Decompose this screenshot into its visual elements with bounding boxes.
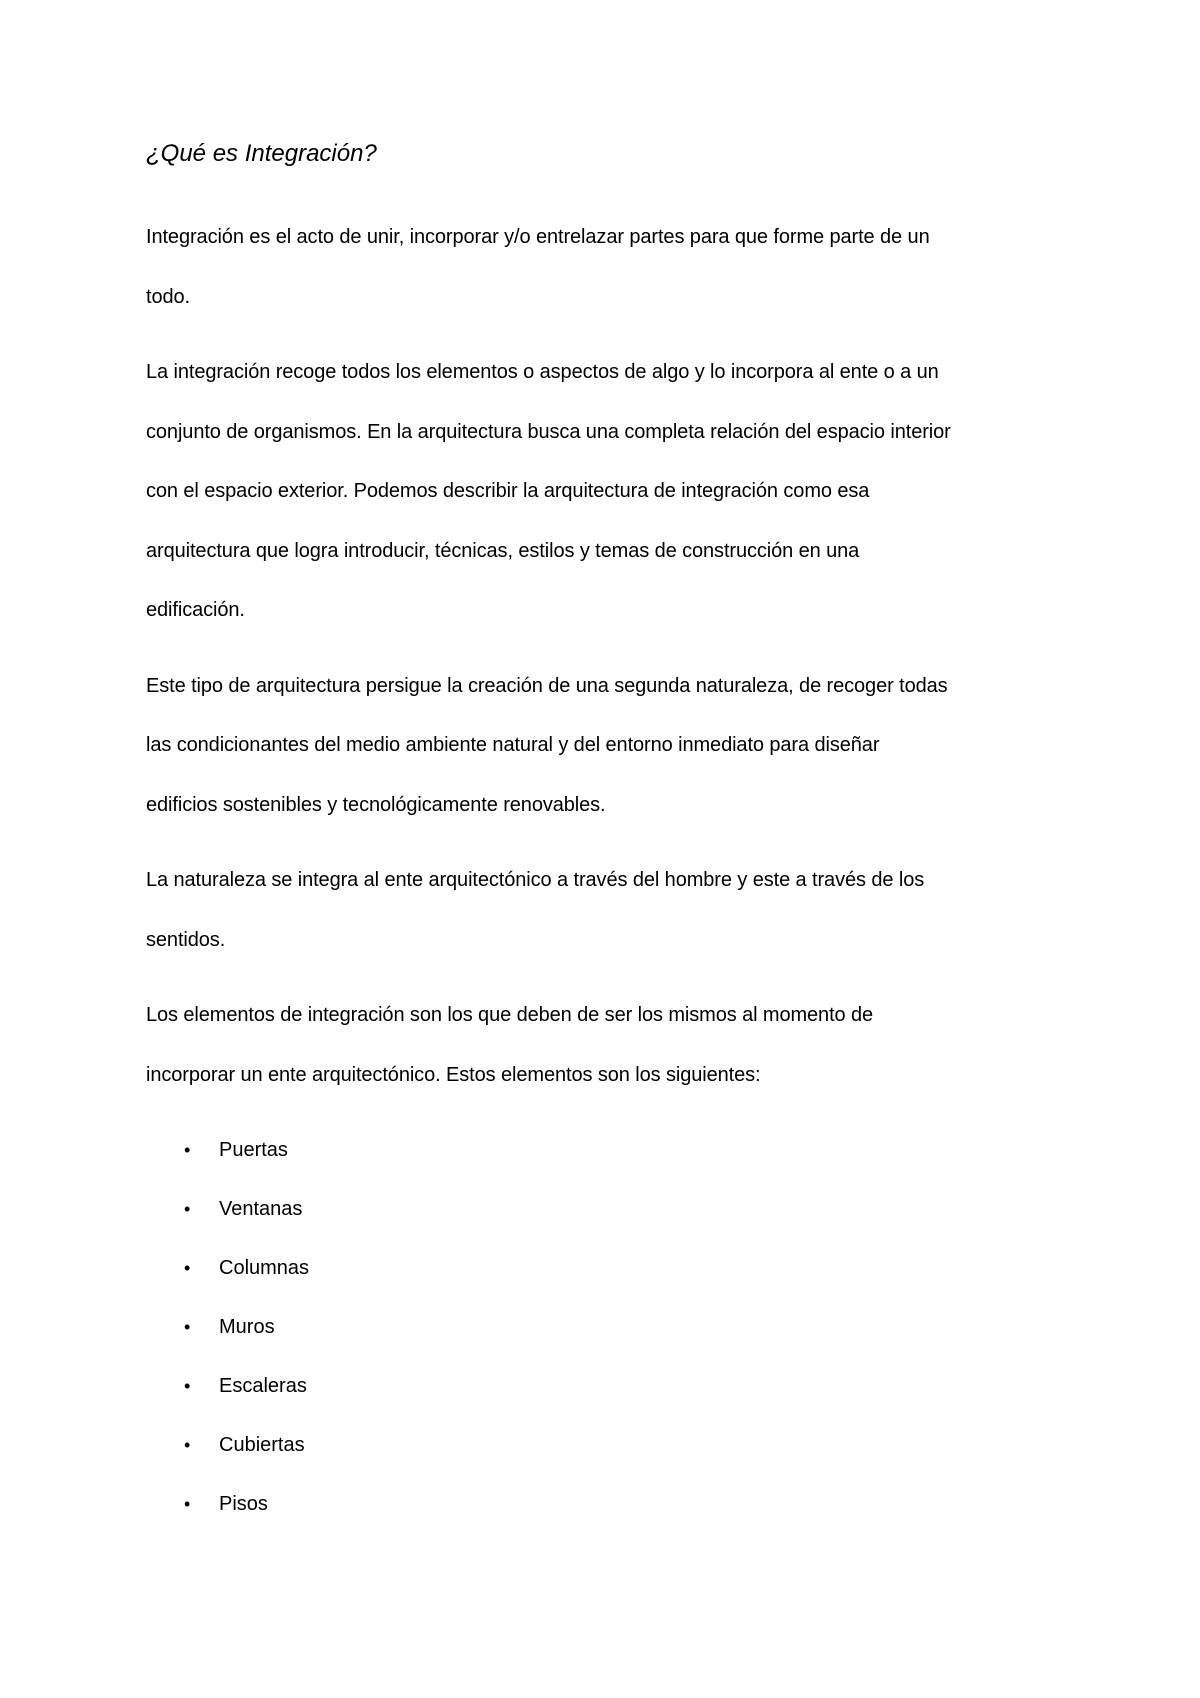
list-item	[146, 1180, 1086, 1239]
text-line: Los elementos de integración son los que deben de ser los mismos al momento de	[146, 1004, 874, 1026]
list-item-label: Columnas	[219, 1257, 310, 1279]
list-item	[146, 1416, 1086, 1475]
text-line: Este tipo de arquitectura persigue la creación de una segunda naturaleza, de recoger todas	[146, 674, 948, 697]
paragraph-second-nature	[146, 657, 1086, 836]
paragraph-integration-architecture	[146, 343, 1086, 641]
bullet-icon: •	[184, 1258, 191, 1278]
text-line: todo.	[146, 285, 190, 308]
list-item	[146, 1475, 1086, 1534]
document-body	[146, 138, 1086, 1534]
bullet-icon: •	[184, 1317, 191, 1337]
text-line: Integración es el acto de unir, incorporar y/o entrelazar partes para que forme parte de un	[146, 226, 930, 248]
list-item	[146, 1121, 1086, 1180]
text-line: conjunto de organismos. En la arquitectura busca una completa relación del espacio interior	[146, 420, 951, 443]
text-line: La integración recoge todos los elementos o aspectos de algo y lo incorpora al ente o a un	[146, 361, 939, 383]
document-title: ¿Qué es Integración?	[146, 140, 377, 167]
list-item-label: Puertas	[219, 1139, 288, 1161]
text-line: arquitectura que logra introducir, técnicas, estilos y temas de construcción en una	[146, 539, 860, 562]
text-line: sentidos.	[146, 928, 226, 951]
list-item-label: Pisos	[219, 1493, 268, 1515]
list-item-label: Ventanas	[219, 1198, 303, 1220]
elements-list	[146, 1121, 1086, 1534]
text-line: La naturaleza se integra al ente arquitectónico a través del hombre y este a través de los	[146, 869, 925, 891]
text-line: las condicionantes del medio ambiente natural y del entorno inmediato para diseñar	[146, 734, 880, 756]
bullet-icon: •	[184, 1199, 191, 1219]
list-item	[146, 1357, 1086, 1416]
text-line: con el espacio exterior. Podemos describir la arquitectura de integración como esa	[146, 480, 870, 502]
paragraph-elements-intro	[146, 986, 1086, 1105]
text-line: edificios sostenibles y tecnológicamente renovables.	[146, 793, 606, 816]
text-line: edificación.	[146, 599, 245, 621]
paragraph-definition	[146, 208, 1086, 327]
list-item-label: Cubiertas	[219, 1434, 305, 1456]
text-line: incorporar un ente arquitectónico. Estos elementos son los siguientes:	[146, 1063, 761, 1086]
list-item	[146, 1298, 1086, 1357]
bullet-icon: •	[184, 1435, 191, 1455]
list-item	[146, 1239, 1086, 1298]
paragraph-nature-senses	[146, 851, 1086, 970]
bullet-icon: •	[184, 1376, 191, 1396]
list-item-label: Muros	[219, 1316, 275, 1338]
bullet-icon: •	[184, 1494, 191, 1514]
list-item-label: Escaleras	[219, 1375, 307, 1397]
bullet-icon: •	[184, 1140, 191, 1160]
